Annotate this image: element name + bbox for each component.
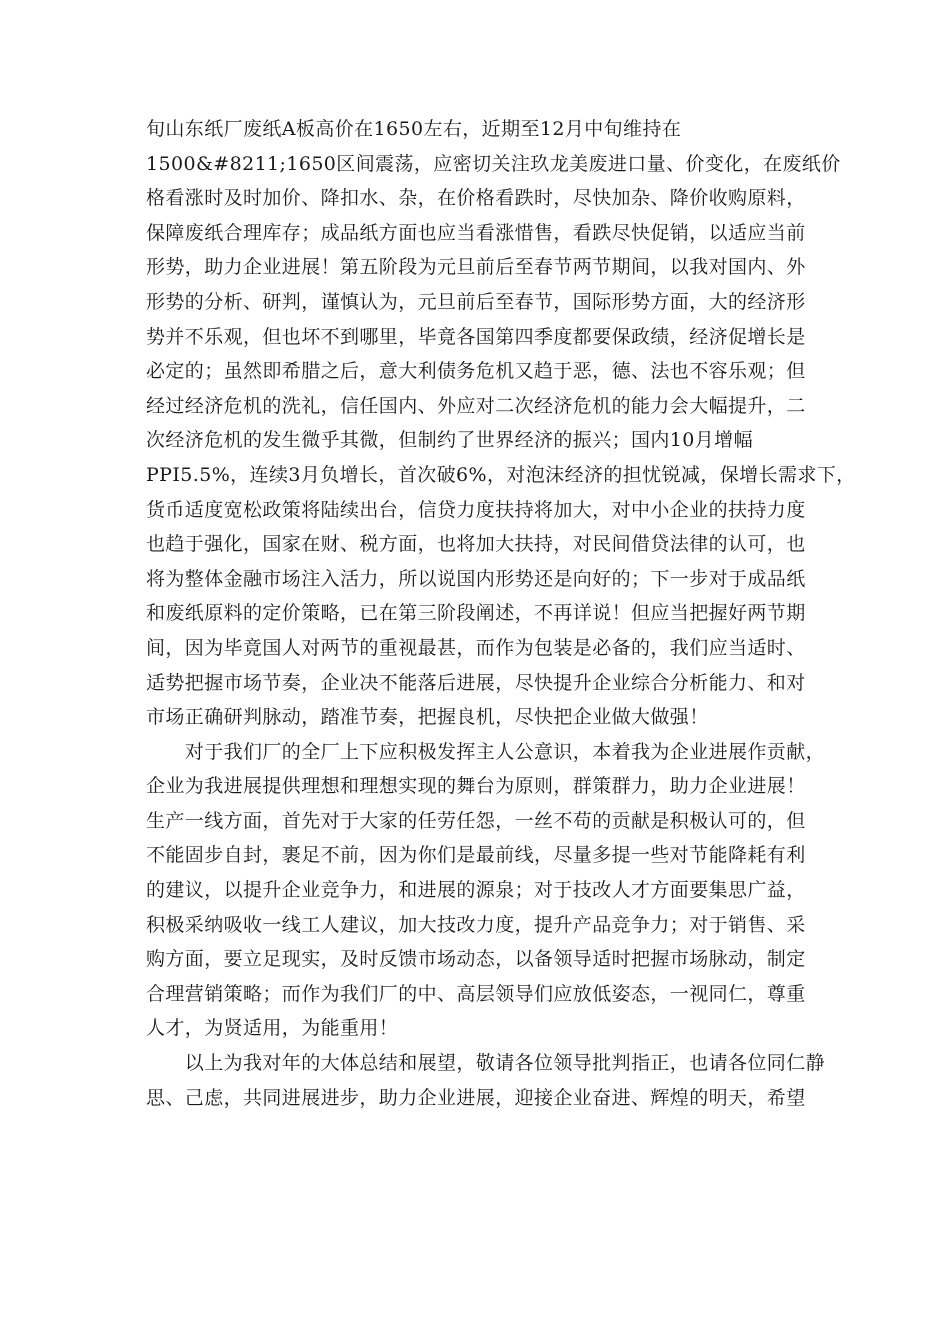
document-body	[146, 112, 856, 1115]
text-line: 思、己虑，共同进展进步，助力企业进展，迎接企业奋进、辉煌的明天，希望	[146, 1086, 806, 1109]
text-line: 积极采纳吸收一线工人建议，加大技改力度，提升产品竞争力；对于销售、采	[146, 913, 806, 936]
text-line: 和废纸原料的定价策略，已在第三阶段阐述，不再详说！但应当把握好两节期	[146, 602, 806, 625]
text-line: 的建议，以提升企业竞争力，和进展的源泉；对于技改人才方面要集思广益，	[146, 879, 806, 902]
text-line: 形势的分析、研判，谨慎认为，元旦前后至春节，国际形势方面，大的经济形	[146, 290, 806, 313]
text-line: 必定的；虽然即希腊之后，意大利债务危机又趋于恶，德、法也不容乐观；但	[146, 360, 806, 383]
text-line: 将为整体金融市场注入活力，所以说国内形势还是向好的；下一步对于成品纸	[146, 567, 806, 590]
text-line: 购方面，要立足现实，及时反馈市场动态，以备领导适时把握市场脉动，制定	[146, 948, 806, 971]
text-line: 生产一线方面，首先对于大家的任劳任怨，一丝不苟的贡献是积极认可的，但	[146, 809, 806, 832]
text-line: 1500&#8211;1650区间震荡，应密切关注玖龙美废进口量、价变化，在废纸价	[146, 152, 841, 175]
text-line: 格看涨时及时加价、降扣水、杂，在价格看跌时，尽快加杂、降价收购原料，	[146, 187, 806, 210]
text-line: 也趋于强化，国家在财、税方面，也将加大扶持，对民间借贷法律的认可，也	[146, 533, 806, 556]
text-line: 经过经济危机的洗礼，信任国内、外应对二次经济危机的能力会大幅提升，二	[146, 394, 806, 417]
text-line: 旬山东纸厂废纸A板高价在1650左右，近期至12月中旬维持在	[146, 118, 682, 140]
text-line: PPI5.5%，连续3月负增长，首次破6%，对泡沫经济的担忧锐减，保增长需求下，	[146, 463, 856, 486]
text-line: 次经济危机的发生微乎其微，但制约了世界经济的振兴；国内10月增幅	[146, 429, 753, 452]
text-line: 货币适度宽松政策将陆续出台，信贷力度扶持将加大，对中小企业的扶持力度	[146, 498, 806, 521]
paragraph-start-line: 以上为我对年的大体总结和展望，敬请各位领导批判指正，也请各位同仁静	[146, 1052, 826, 1075]
text-line: 合理营销策略；而作为我们厂的中、高层领导们应放低姿态，一视同仁，尊重	[146, 982, 806, 1005]
text-line: 保障废纸合理库存；成品纸方面也应当看涨惜售，看跌尽快促销，以适应当前	[146, 221, 806, 244]
paragraph-start-line: 对于我们厂的全厂上下应积极发挥主人公意识，本着我为企业进展作贡献，	[146, 740, 826, 763]
text-line: 市场正确研判脉动，踏准节奏，把握良机，尽快把企业做大做强！	[146, 706, 709, 729]
text-line: 形势，助力企业进展！第五阶段为元旦前后至春节两节期间，以我对国内、外	[146, 256, 806, 279]
text-line: 不能固步自封，裹足不前，因为你们是最前线，尽量多提一些对节能降耗有利	[146, 844, 806, 867]
text-line: 企业为我进展提供理想和理想实现的舞台为原则，群策群力，助力企业进展！	[146, 775, 806, 798]
text-line: 间，因为毕竟国人对两节的重视最甚，而作为包装是必备的，我们应当适时、	[146, 636, 806, 659]
text-line: 人才，为贤适用，为能重用！	[146, 1017, 399, 1040]
text-line: 适势把握市场节奏，企业决不能落后进展，尽快提升企业综合分析能力、和对	[146, 671, 806, 694]
text-line: 势并不乐观，但也坏不到哪里，毕竟各国第四季度都要保政绩，经济促增长是	[146, 325, 806, 348]
